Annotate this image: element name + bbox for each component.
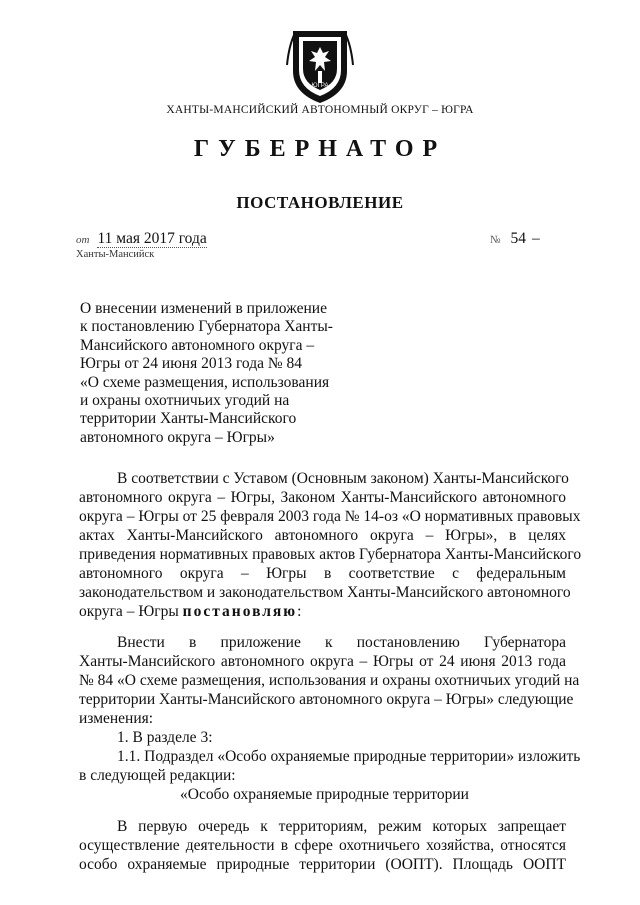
- coat-of-arms-emblem: [285, 25, 355, 105]
- body-line: автономного округа – Югры в соответствие с федеральным: [79, 565, 566, 582]
- document-type: ПОСТАНОВЛЕНИЕ: [236, 193, 404, 212]
- body-line-decree: [79, 603, 301, 621]
- document-subject: [80, 300, 360, 447]
- number-dash: –: [532, 230, 540, 247]
- number-sign: №: [490, 234, 501, 246]
- subject-line: к постановлению Губернатора Ханты-: [80, 318, 333, 336]
- subject-line: и охраны охотничьих угодий на: [80, 392, 290, 410]
- date-prefix: от: [76, 234, 90, 246]
- number-value: 54: [510, 230, 526, 247]
- subject-line: О внесении изменений в приложение: [80, 300, 327, 317]
- body-line: В соответствии с Уставом (Основным законом) Ханты-Мансийского: [117, 470, 569, 487]
- decree-word: постановляю: [182, 603, 298, 620]
- body-line: Внести в приложение к постановлению Губернатора: [117, 634, 566, 651]
- subject-line: «О схеме размещения, использования: [80, 373, 330, 391]
- body-line: изменения:: [79, 710, 154, 727]
- document-date: [76, 230, 207, 248]
- authority-title: ГУБЕРНАТОР: [193, 136, 447, 162]
- body-line: осуществление деятельности в сфере охотничьего хозяйства, относятся: [79, 837, 566, 854]
- emblem-lettering: ЮГРА: [311, 83, 329, 89]
- body-line: № 84 «О схеме размещения, использования и охраны охотничьих угодий на: [79, 672, 580, 689]
- subject-line: автономного округа – Югры»: [80, 428, 275, 446]
- city-name: Ханты-Мансийск: [76, 249, 155, 260]
- decree-line-end: :: [297, 603, 302, 620]
- date-value: 11 мая 2017 года: [97, 230, 207, 247]
- body-line: приведения нормативных правовых актов Губернатора Ханты-Мансийского: [79, 546, 582, 563]
- okrug-name: ХАНТЫ-МАНСИЙСКИЙ АВТОНОМНЫЙ ОКРУГ – ЮГРА: [166, 104, 474, 116]
- body-line: автономного округа – Югры, Законом Ханты-Мансийского автономного: [79, 489, 566, 506]
- emblem-icon: [285, 25, 355, 105]
- item-1-1: 1.1. Подраздел «Особо охраняемые природные территории» изложить: [117, 748, 581, 765]
- quoted-section-heading: «Особо охраняемые природные территории: [180, 786, 469, 803]
- subject-line: Мансийского автономного округа –: [80, 336, 315, 354]
- decree-line-start: округа – Югры: [79, 603, 183, 620]
- body-line: округа – Югры от 25 февраля 2003 года № 14-оз «О нормативных правовых: [79, 508, 581, 525]
- body-line: особо охраняемые природные территории (ООПТ). Площадь ООПТ: [79, 856, 566, 873]
- body-line: Ханты-Мансийского автономного округа – Югры от 24 июня 2013 года: [79, 653, 566, 670]
- body-line: территории Ханты-Мансийского автономного округа – Югры» следующие: [79, 691, 574, 708]
- document-number: [490, 230, 540, 248]
- subject-line: территории Ханты-Мансийского: [80, 410, 297, 428]
- body-line: В первую очередь к территориям, режим которых запрещает: [117, 818, 566, 835]
- body-line: актах Ханты-Мансийского автономного округа – Югры», в целях: [79, 527, 566, 544]
- body-line: законодательством и законодательством Ханты-Мансийского автономного: [79, 584, 571, 601]
- item-1: 1. В разделе 3:: [117, 729, 213, 746]
- item-1-1-cont: в следующей редакции:: [79, 767, 236, 784]
- subject-line: Югры от 24 июня 2013 года № 84: [80, 355, 303, 373]
